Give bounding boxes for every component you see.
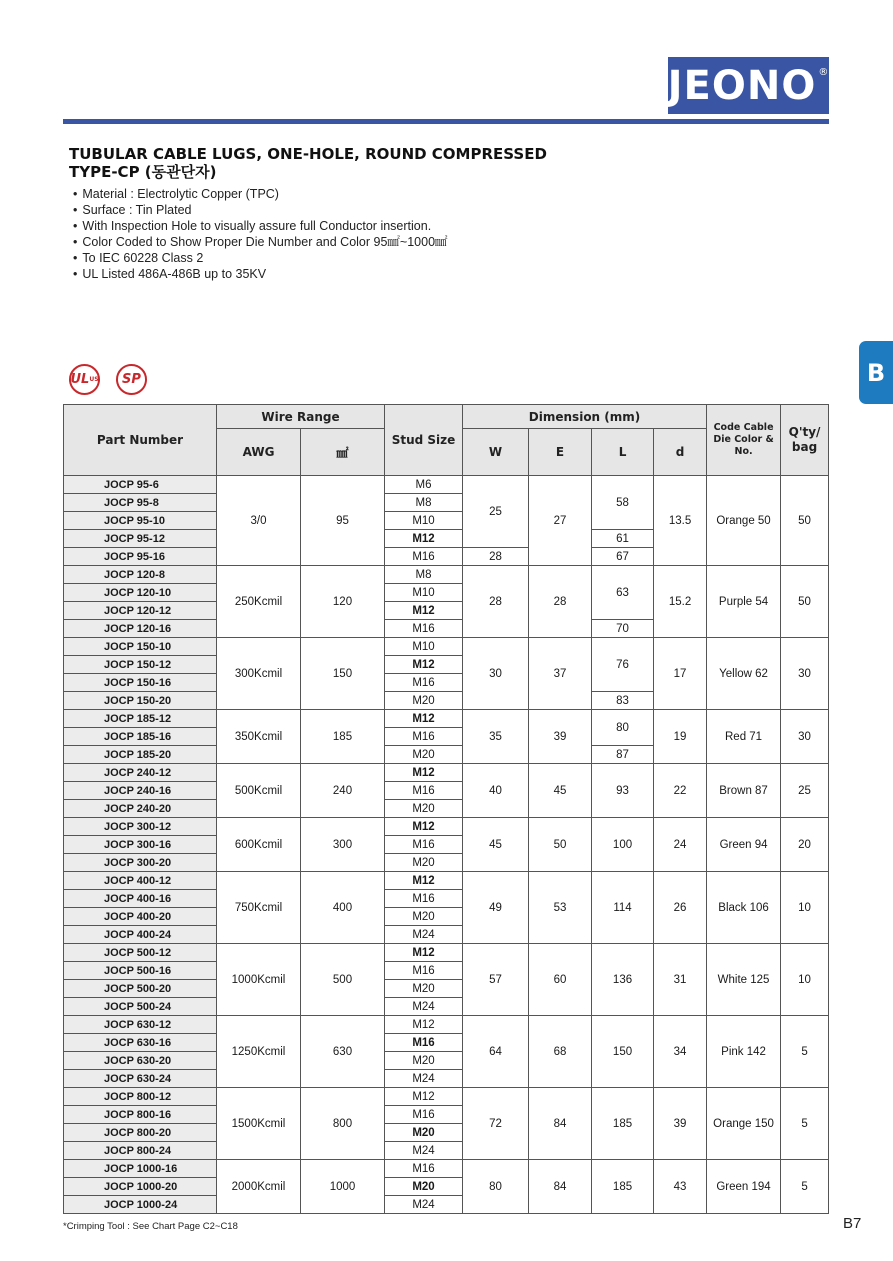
awg-cell: 2000Kcmil bbox=[217, 1160, 301, 1214]
part-number-cell: JOCP 240-20 bbox=[64, 800, 217, 818]
feature-item: • With Inspection Hole to visually assure full Conductor insertion. bbox=[73, 218, 448, 234]
stud-cell: M16 bbox=[385, 620, 463, 638]
part-number-cell: JOCP 120-12 bbox=[64, 602, 217, 620]
mm2-cell: 185 bbox=[301, 710, 385, 764]
l-cell: 61 bbox=[592, 530, 654, 548]
l-cell: 93 bbox=[592, 764, 654, 818]
header-mm2: ㎟ bbox=[301, 429, 385, 476]
l-cell: 87 bbox=[592, 746, 654, 764]
mm2-cell: 240 bbox=[301, 764, 385, 818]
registered-mark: ® bbox=[818, 67, 830, 78]
w-cell: 57 bbox=[463, 944, 529, 1016]
qty-cell: 50 bbox=[781, 566, 829, 638]
d-cell: 26 bbox=[654, 872, 707, 944]
part-number-cell: JOCP 1000-24 bbox=[64, 1196, 217, 1214]
feature-item: • Surface : Tin Plated bbox=[73, 202, 448, 218]
ul-icon-text: UL bbox=[70, 372, 90, 387]
header-part-number: Part Number bbox=[64, 405, 217, 476]
qty-cell: 10 bbox=[781, 944, 829, 1016]
stud-cell: M24 bbox=[385, 1196, 463, 1214]
w-cell: 45 bbox=[463, 818, 529, 872]
e-cell: 84 bbox=[529, 1088, 592, 1160]
code-cell: White 125 bbox=[707, 944, 781, 1016]
e-cell: 50 bbox=[529, 818, 592, 872]
qty-cell: 20 bbox=[781, 818, 829, 872]
header-awg: AWG bbox=[217, 429, 301, 476]
w-cell: 25 bbox=[463, 476, 529, 548]
code-cell: Pink 142 bbox=[707, 1016, 781, 1088]
header-stud-size: Stud Size bbox=[385, 405, 463, 476]
mm2-cell: 95 bbox=[301, 476, 385, 566]
part-number-cell: JOCP 150-16 bbox=[64, 674, 217, 692]
part-number-cell: JOCP 400-20 bbox=[64, 908, 217, 926]
w-cell: 72 bbox=[463, 1088, 529, 1160]
w-cell: 28 bbox=[463, 566, 529, 638]
part-number-cell: JOCP 800-24 bbox=[64, 1142, 217, 1160]
l-cell: 100 bbox=[592, 818, 654, 872]
d-cell: 13.5 bbox=[654, 476, 707, 566]
header-wire-range: Wire Range bbox=[217, 405, 385, 429]
section-tab: B bbox=[859, 341, 893, 404]
mm2-cell: 800 bbox=[301, 1088, 385, 1160]
d-cell: 17 bbox=[654, 638, 707, 710]
stud-cell: M20 bbox=[385, 908, 463, 926]
part-number-cell: JOCP 150-20 bbox=[64, 692, 217, 710]
part-number-cell: JOCP 95-12 bbox=[64, 530, 217, 548]
part-number-cell: JOCP 630-16 bbox=[64, 1034, 217, 1052]
part-number-cell: JOCP 120-10 bbox=[64, 584, 217, 602]
ul-listed-icon bbox=[69, 364, 100, 395]
stud-cell: M16 bbox=[385, 548, 463, 566]
header-w: W bbox=[463, 429, 529, 476]
stud-cell: M16 bbox=[385, 890, 463, 908]
stud-cell: M10 bbox=[385, 638, 463, 656]
stud-cell: M12 bbox=[385, 764, 463, 782]
part-number-cell: JOCP 300-16 bbox=[64, 836, 217, 854]
awg-cell: 500Kcmil bbox=[217, 764, 301, 818]
mm2-cell: 1000 bbox=[301, 1160, 385, 1214]
qty-cell: 5 bbox=[781, 1016, 829, 1088]
code-cell: Orange 150 bbox=[707, 1088, 781, 1160]
part-number-cell: JOCP 400-24 bbox=[64, 926, 217, 944]
part-number-cell: JOCP 240-16 bbox=[64, 782, 217, 800]
stud-cell: M20 bbox=[385, 692, 463, 710]
part-number-cell: JOCP 400-16 bbox=[64, 890, 217, 908]
qty-cell: 50 bbox=[781, 476, 829, 566]
ul-icon-subtext: US bbox=[89, 376, 99, 383]
l-cell: 58 bbox=[592, 476, 654, 530]
header-code: Code Cable Die Color & No. bbox=[707, 405, 781, 476]
stud-cell: M10 bbox=[385, 512, 463, 530]
qty-cell: 25 bbox=[781, 764, 829, 818]
stud-cell: M24 bbox=[385, 998, 463, 1016]
part-number-cell: JOCP 500-20 bbox=[64, 980, 217, 998]
mm2-cell: 630 bbox=[301, 1016, 385, 1088]
qty-cell: 5 bbox=[781, 1088, 829, 1160]
stud-cell: M20 bbox=[385, 800, 463, 818]
d-cell: 43 bbox=[654, 1160, 707, 1214]
l-cell: 150 bbox=[592, 1016, 654, 1088]
d-cell: 19 bbox=[654, 710, 707, 764]
code-cell: Yellow 62 bbox=[707, 638, 781, 710]
awg-cell: 350Kcmil bbox=[217, 710, 301, 764]
awg-cell: 250Kcmil bbox=[217, 566, 301, 638]
part-number-cell: JOCP 185-16 bbox=[64, 728, 217, 746]
l-cell: 83 bbox=[592, 692, 654, 710]
part-number-cell: JOCP 1000-20 bbox=[64, 1178, 217, 1196]
w-cell: 80 bbox=[463, 1160, 529, 1214]
e-cell: 68 bbox=[529, 1016, 592, 1088]
awg-cell: 3/0 bbox=[217, 476, 301, 566]
w-cell: 64 bbox=[463, 1016, 529, 1088]
header-l: L bbox=[592, 429, 654, 476]
e-cell: 60 bbox=[529, 944, 592, 1016]
title-line-1: TUBULAR CABLE LUGS, ONE-HOLE, ROUND COMPRESSED bbox=[69, 145, 547, 163]
w-cell: 28 bbox=[463, 548, 529, 566]
csa-icon-text: SP bbox=[122, 372, 141, 387]
l-cell: 114 bbox=[592, 872, 654, 944]
header-qty: Q'ty/ bag bbox=[781, 405, 829, 476]
part-number-cell: JOCP 185-12 bbox=[64, 710, 217, 728]
stud-cell: M12 bbox=[385, 1016, 463, 1034]
awg-cell: 1250Kcmil bbox=[217, 1016, 301, 1088]
stud-cell: M16 bbox=[385, 1034, 463, 1052]
stud-cell: M20 bbox=[385, 980, 463, 998]
mm2-cell: 120 bbox=[301, 566, 385, 638]
feature-list bbox=[73, 186, 448, 282]
stud-cell: M24 bbox=[385, 1070, 463, 1088]
e-cell: 28 bbox=[529, 566, 592, 638]
stud-cell: M12 bbox=[385, 818, 463, 836]
d-cell: 24 bbox=[654, 818, 707, 872]
part-number-cell: JOCP 150-10 bbox=[64, 638, 217, 656]
l-cell: 185 bbox=[592, 1160, 654, 1214]
w-cell: 40 bbox=[463, 764, 529, 818]
d-cell: 31 bbox=[654, 944, 707, 1016]
part-number-cell: JOCP 630-12 bbox=[64, 1016, 217, 1034]
code-cell: Purple 54 bbox=[707, 566, 781, 638]
mm2-cell: 300 bbox=[301, 818, 385, 872]
d-cell: 15.2 bbox=[654, 566, 707, 638]
e-cell: 45 bbox=[529, 764, 592, 818]
stud-cell: M12 bbox=[385, 1088, 463, 1106]
stud-cell: M8 bbox=[385, 494, 463, 512]
stud-cell: M16 bbox=[385, 782, 463, 800]
part-number-cell: JOCP 95-10 bbox=[64, 512, 217, 530]
stud-cell: M12 bbox=[385, 944, 463, 962]
w-cell: 30 bbox=[463, 638, 529, 710]
stud-cell: M12 bbox=[385, 602, 463, 620]
e-cell: 84 bbox=[529, 1160, 592, 1214]
header-e: E bbox=[529, 429, 592, 476]
stud-cell: M20 bbox=[385, 1178, 463, 1196]
stud-cell: M16 bbox=[385, 728, 463, 746]
w-cell: 35 bbox=[463, 710, 529, 764]
part-number-cell: JOCP 800-20 bbox=[64, 1124, 217, 1142]
mm2-cell: 500 bbox=[301, 944, 385, 1016]
stud-cell: M16 bbox=[385, 962, 463, 980]
d-cell: 22 bbox=[654, 764, 707, 818]
feature-item: • To IEC 60228 Class 2 bbox=[73, 250, 448, 266]
part-number-cell: JOCP 150-12 bbox=[64, 656, 217, 674]
mm2-cell: 150 bbox=[301, 638, 385, 710]
stud-cell: M24 bbox=[385, 926, 463, 944]
qty-cell: 5 bbox=[781, 1160, 829, 1214]
header-dimension: Dimension (mm) bbox=[463, 405, 707, 429]
e-cell: 37 bbox=[529, 638, 592, 710]
csa-certified-icon bbox=[116, 364, 147, 395]
d-cell: 34 bbox=[654, 1016, 707, 1088]
part-number-cell: JOCP 630-24 bbox=[64, 1070, 217, 1088]
mm2-cell: 400 bbox=[301, 872, 385, 944]
awg-cell: 750Kcmil bbox=[217, 872, 301, 944]
part-number-cell: JOCP 1000-16 bbox=[64, 1160, 217, 1178]
brand-logo bbox=[668, 57, 829, 114]
awg-cell: 600Kcmil bbox=[217, 818, 301, 872]
l-cell: 76 bbox=[592, 638, 654, 692]
part-number-cell: JOCP 800-16 bbox=[64, 1106, 217, 1124]
part-number-cell: JOCP 500-16 bbox=[64, 962, 217, 980]
stud-cell: M8 bbox=[385, 566, 463, 584]
l-cell: 67 bbox=[592, 548, 654, 566]
stud-cell: M16 bbox=[385, 674, 463, 692]
brand-name: JEONO bbox=[667, 62, 817, 109]
stud-cell: M16 bbox=[385, 1160, 463, 1178]
header-d: d bbox=[654, 429, 707, 476]
part-number-cell: JOCP 95-6 bbox=[64, 476, 217, 494]
code-cell: Brown 87 bbox=[707, 764, 781, 818]
footnote: *Crimping Tool : See Chart Page C2~C18 bbox=[63, 1221, 238, 1232]
stud-cell: M16 bbox=[385, 836, 463, 854]
part-number-cell: JOCP 120-16 bbox=[64, 620, 217, 638]
l-cell: 70 bbox=[592, 620, 654, 638]
part-number-cell: JOCP 95-16 bbox=[64, 548, 217, 566]
d-cell: 39 bbox=[654, 1088, 707, 1160]
code-cell: Green 194 bbox=[707, 1160, 781, 1214]
part-number-cell: JOCP 500-12 bbox=[64, 944, 217, 962]
e-cell: 53 bbox=[529, 872, 592, 944]
part-number-cell: JOCP 95-8 bbox=[64, 494, 217, 512]
awg-cell: 1000Kcmil bbox=[217, 944, 301, 1016]
part-number-cell: JOCP 120-8 bbox=[64, 566, 217, 584]
page-title bbox=[69, 145, 547, 181]
code-cell: Black 106 bbox=[707, 872, 781, 944]
code-cell: Orange 50 bbox=[707, 476, 781, 566]
part-number-cell: JOCP 500-24 bbox=[64, 998, 217, 1016]
code-cell: Red 71 bbox=[707, 710, 781, 764]
title-line-2: TYPE-CP (동관단자) bbox=[69, 163, 217, 181]
spec-table bbox=[63, 404, 829, 1214]
qty-cell: 30 bbox=[781, 638, 829, 710]
feature-item: • Color Coded to Show Proper Die Number and Color 95㎟~1000㎟ bbox=[73, 234, 448, 250]
l-cell: 80 bbox=[592, 710, 654, 746]
e-cell: 27 bbox=[529, 476, 592, 566]
stud-cell: M12 bbox=[385, 872, 463, 890]
part-number-cell: JOCP 240-12 bbox=[64, 764, 217, 782]
stud-cell: M20 bbox=[385, 854, 463, 872]
stud-cell: M20 bbox=[385, 1052, 463, 1070]
feature-item: • Material : Electrolytic Copper (TPC) bbox=[73, 186, 448, 202]
l-cell: 63 bbox=[592, 566, 654, 620]
part-number-cell: JOCP 300-20 bbox=[64, 854, 217, 872]
qty-cell: 10 bbox=[781, 872, 829, 944]
part-number-cell: JOCP 300-12 bbox=[64, 818, 217, 836]
stud-cell: M12 bbox=[385, 530, 463, 548]
awg-cell: 300Kcmil bbox=[217, 638, 301, 710]
l-cell: 185 bbox=[592, 1088, 654, 1160]
part-number-cell: JOCP 185-20 bbox=[64, 746, 217, 764]
e-cell: 39 bbox=[529, 710, 592, 764]
awg-cell: 1500Kcmil bbox=[217, 1088, 301, 1160]
code-cell: Green 94 bbox=[707, 818, 781, 872]
part-number-cell: JOCP 800-12 bbox=[64, 1088, 217, 1106]
qty-cell: 30 bbox=[781, 710, 829, 764]
stud-cell: M20 bbox=[385, 746, 463, 764]
feature-item: • UL Listed 486A-486B up to 35KV bbox=[73, 266, 448, 282]
stud-cell: M12 bbox=[385, 656, 463, 674]
page-number: B7 bbox=[843, 1215, 862, 1232]
stud-cell: M10 bbox=[385, 584, 463, 602]
stud-cell: M6 bbox=[385, 476, 463, 494]
w-cell: 49 bbox=[463, 872, 529, 944]
part-number-cell: JOCP 400-12 bbox=[64, 872, 217, 890]
part-number-cell: JOCP 630-20 bbox=[64, 1052, 217, 1070]
stud-cell: M12 bbox=[385, 710, 463, 728]
header-rule bbox=[63, 119, 829, 124]
l-cell: 136 bbox=[592, 944, 654, 1016]
stud-cell: M20 bbox=[385, 1124, 463, 1142]
stud-cell: M24 bbox=[385, 1142, 463, 1160]
stud-cell: M16 bbox=[385, 1106, 463, 1124]
